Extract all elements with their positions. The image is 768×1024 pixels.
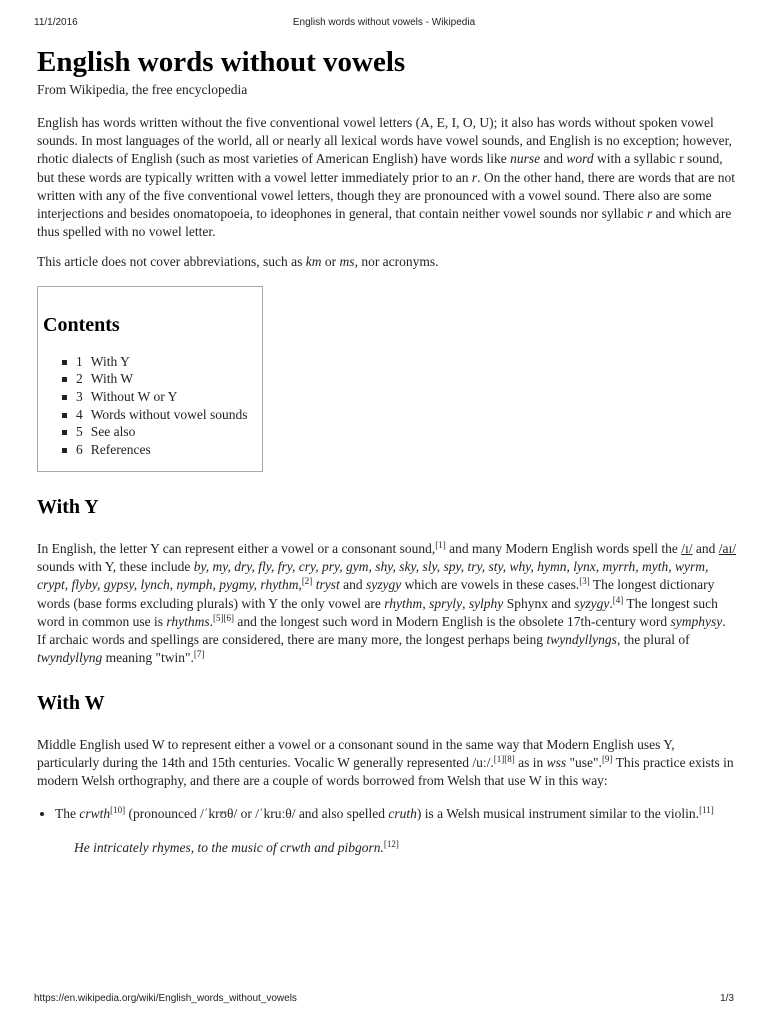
toc-item-without-w-or-y[interactable]: 3 Without W or Y <box>62 388 256 406</box>
with-w-list <box>37 805 737 823</box>
print-header <box>34 17 734 31</box>
article-tagline: From Wikipedia, the free encyclopedia <box>37 82 248 97</box>
citation-link[interactable]: [5][6] <box>213 612 235 623</box>
citation-link[interactable]: [12] <box>383 838 399 849</box>
section-heading-with-y: With Y <box>37 495 99 518</box>
toc-item-words-without-vowel-sounds[interactable]: 4 Words without vowel sounds <box>62 406 256 424</box>
citation-link[interactable]: [4] <box>612 594 624 605</box>
table-of-contents <box>37 286 263 472</box>
toc-item-with-y[interactable]: 1 With Y <box>62 353 256 371</box>
toc-list <box>43 353 256 459</box>
article-title: English words without vowels <box>37 46 406 78</box>
list-item: • The crwth[10] (pronounced /ˈkrʊθ/ or /ˈkruːθ/ and also spelled cruth) is a Welsh musical instrument similar to the violin.[11] <box>55 805 737 823</box>
citation-link[interactable]: [9] <box>601 754 613 764</box>
page-number: 1/3 <box>720 993 734 1004</box>
citation-link[interactable]: [7] <box>193 649 205 660</box>
intro-paragraph: English has words written without the five conventional vowel letters (A, E, I, O, U); it also has words without spoken vowel sounds. In most languages of the world, all or nearly all lexical words have vowel sounds, and English is no exception; however, rhotic dialects of English (such as most varieties of American English) have words like nurse and word with a syllabic r sound, but these words are typically written with a vowel letter immediately prior to an r. On the other hand, there are words that are not written with any of the five conventional vowel letters, though they are pronounced with a vowel sound. There also are some interjections and besides onomatopoeia, to ideophones in general, that contain neither vowel sounds nor syllabic r and which are thus spelled with no vowel letter. <box>37 115 736 240</box>
article-content <box>37 44 737 857</box>
print-date: 11/1/2016 <box>34 17 78 28</box>
scope-note-paragraph: This article does not cover abbreviations, such as km or ms, nor acronyms. <box>37 254 439 270</box>
with-y-paragraph: In English, the letter Y can represent either a vowel or a consonant sound,[1] and many Modern English words spell the /ɪ/ and /aɪ/ sounds with Y, these include by, my, dry, fly, fry, cry, pry, gym, shy, sky, sly, spy, try, sty, why, hymn, lynx, myrrh, myth, wyrm, crypt, flyby, gypsy, lynch, nymph, pygmy, rhythm,[2] tryst and syzygy which are vowels in these cases.[3] The longest dictionary words (base forms excluding plurals) with Y the only vowel are rhythm, spryly, sylphy Sphynx and syzygy.[4] The longest such word in common use is rhythms.[5][6] and the longest such word in Modern English is the obsolete 17th-century word symphysy. If archaic words and spellings are considered, there are many more, the longest perhaps being twyndyllyngs, the plural of twyndyllyng meaning "twin".[7] <box>37 539 736 666</box>
citation-link[interactable]: [11] <box>699 804 714 815</box>
citation-link[interactable]: [1][8] <box>493 754 515 764</box>
toc-item-see-also[interactable]: 5 See also <box>62 423 256 441</box>
toc-title: Contents <box>43 313 120 336</box>
toc-item-references[interactable]: 6 References <box>62 441 256 459</box>
citation-link[interactable]: [2] <box>301 576 313 587</box>
toc-item-with-w[interactable]: 2 With W <box>62 370 256 388</box>
page-url: https://en.wikipedia.org/wiki/English_words_without_vowels <box>34 993 297 1004</box>
print-page-title: English words without vowels - Wikipedia <box>292 17 476 28</box>
crwth-quote: He intricately rhymes, to the music of crwth and pibgorn.[12] <box>74 838 399 855</box>
citation-link[interactable]: [3] <box>579 576 590 587</box>
section-heading-with-w: With W <box>37 691 105 714</box>
citation-link[interactable]: [10] <box>110 804 126 815</box>
print-footer <box>34 993 734 1007</box>
with-w-paragraph: Middle English used W to represent either a vowel or a consonant sound in the same way that Modern English uses Y, particularly during the 14th and 15th centuries. Vocalic W generally represented /uː/.[1][8] as in wss "use".[9] This practice exists in modern Welsh orthography, and there are a couple of words borrowed from Welsh that use W in this way: <box>37 736 734 789</box>
citation-link[interactable]: [1] <box>435 539 446 550</box>
